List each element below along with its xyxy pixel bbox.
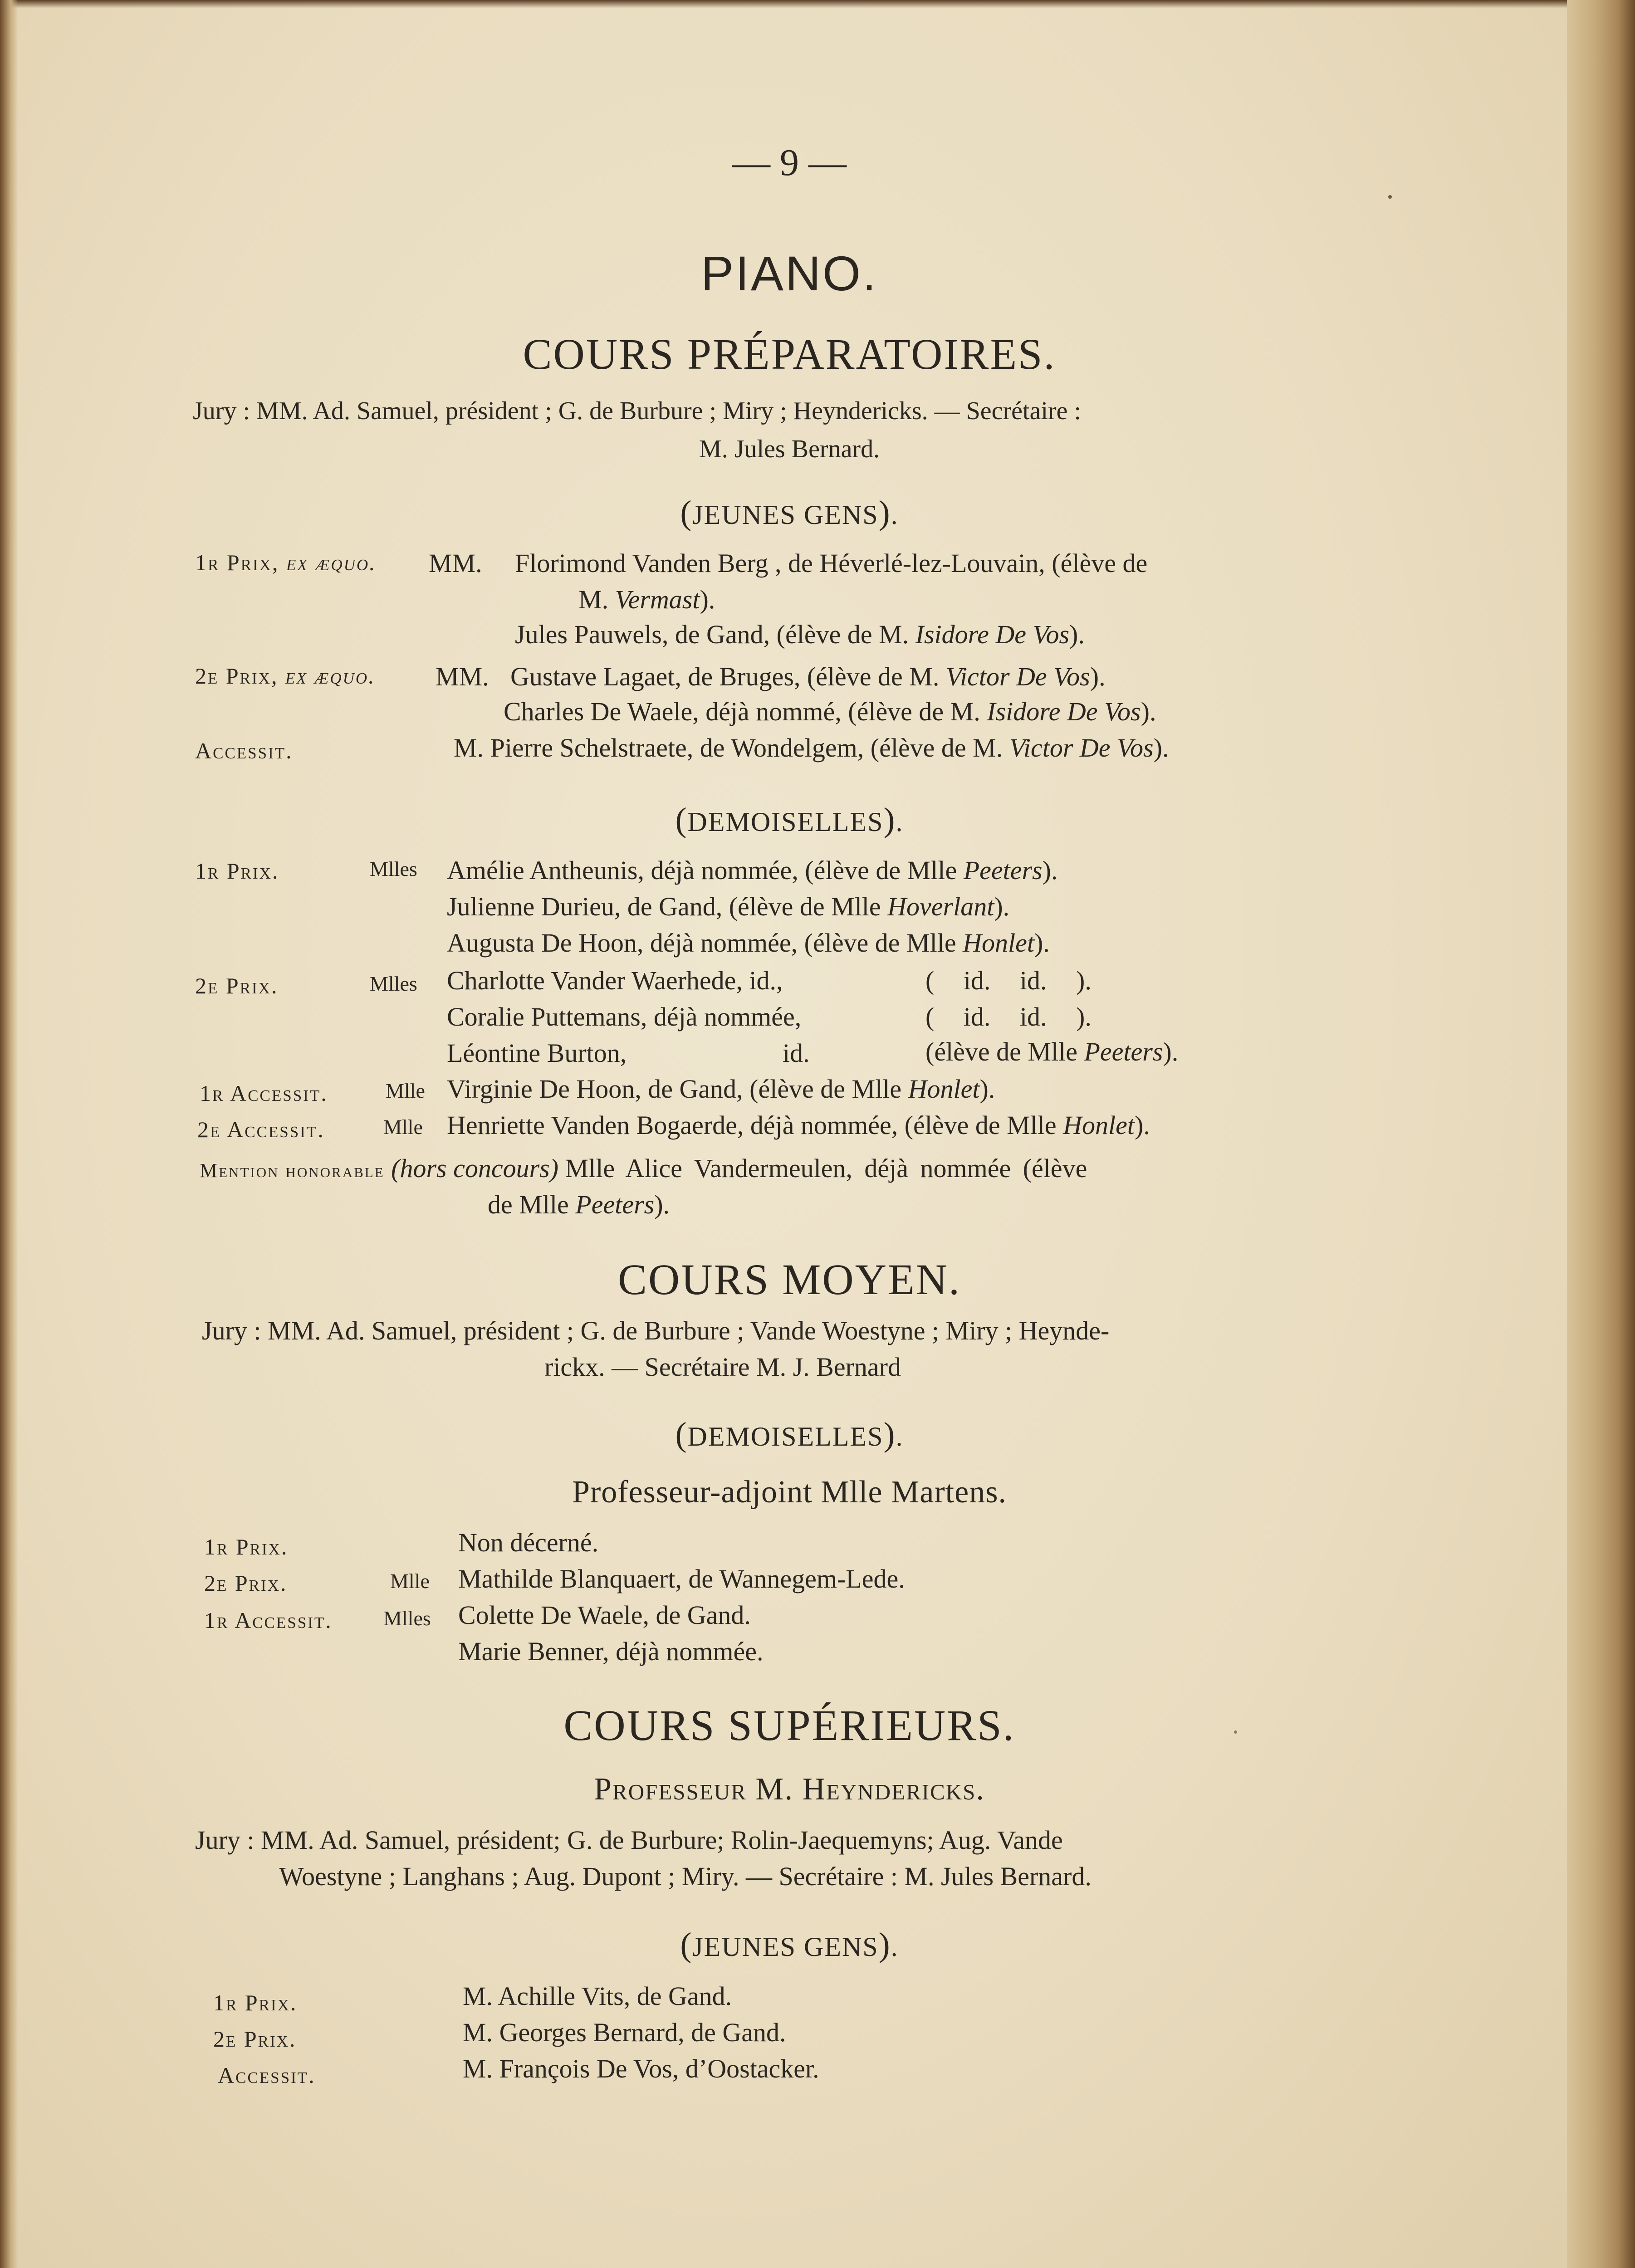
dm-mention-line1: Mention honorable (hors concours) Mlle Alice Vandermeulen, déjà nommée (élève	[200, 1154, 1087, 1183]
paper-speck	[1234, 1730, 1237, 1734]
superieurs-acc-value: M. François De Vos, d’Oostacker.	[463, 2054, 819, 2083]
dm-prix1b-line: Julienne Durieu, de Gand, (élève de Mlle Hoverlant).	[447, 892, 1010, 921]
dm-prix2b-paren: ( id. id. ).	[925, 1002, 1092, 1031]
dm-prix2c-name: Léontine Burton,	[447, 1038, 627, 1068]
jg-prix1b-line: Jules Pauwels, de Gand, (élève de M. Isidore De Vos).	[515, 620, 1085, 649]
dm-prix2c-id: id.	[783, 1038, 810, 1068]
moyen-heading: COURS MOYEN.	[617, 1255, 961, 1304]
jg-prix2-line: Gustave Lagaet, de Bruges, (élève de M. Victor De Vos).	[510, 662, 1106, 691]
moyen-prix2-value: Mathilde Blanquaert, de Wannegem-Lede.	[458, 1564, 905, 1593]
jg-prix2-label: 2e Prix, ex æquo.	[195, 663, 376, 689]
moyen-jury-line2: rickx. — Secrétaire M. J. Bernard	[544, 1352, 901, 1382]
dm-prix2-title: Mlles	[370, 972, 417, 995]
preparatoires-heading: COURS PRÉPARATOIRES.	[523, 330, 1056, 378]
preparatoires-jury-line1: Jury : MM. Ad. Samuel, président ; G. de Burbure ; Miry ; Heyndericks. — Secrétaire :	[193, 397, 1082, 425]
moyen-acc-value1: Colette De Waele, de Gand.	[458, 1600, 751, 1630]
dm-acc1-title: Mlle	[386, 1079, 425, 1102]
jg-accessit-line: M. Pierre Schelstraete, de Wondelgem, (élève de M. Victor De Vos).	[454, 733, 1169, 763]
superieurs-jury-line2: Woestyne ; Langhans ; Aug. Dupont ; Miry. — Secrétaire : M. Jules Bernard.	[279, 1862, 1092, 1891]
moyen-acc-label: 1r Accessit.	[204, 1608, 333, 1633]
jg-prix2b-line: Charles De Waele, déjà nommé, (élève de M. Isidore De Vos).	[504, 697, 1156, 726]
jg-prix1-mm: MM.	[429, 548, 482, 578]
dm-prix2c-teacher: (élève de Mlle Peeters).	[925, 1037, 1179, 1066]
paper-speck	[1388, 195, 1392, 199]
dm-mention-line2: de Mlle Peeters).	[488, 1190, 670, 1219]
dm-prix2-label: 2e Prix.	[195, 973, 279, 998]
jeunes-gens-heading: (JEUNES GENS).	[680, 494, 899, 532]
superieurs-jury-line1: Jury : MM. Ad. Samuel, président; G. de Burbure; Rolin-Jaequemyns; Aug. Vande	[195, 1825, 1063, 1855]
moyen-prix1-value: Non décerné.	[458, 1528, 599, 1557]
dm-acc2-line: Henriette Vanden Bogaerde, déjà nommée, (élève de Mlle Honlet).	[447, 1110, 1150, 1140]
jg-prix1-line1: Florimond Vanden Berg , de Héverlé-lez-Louvain, (élève de	[515, 548, 1148, 578]
jg-accessit-label: Accessit.	[195, 738, 293, 763]
jg-prix1-line2: M. Vermast).	[578, 585, 715, 614]
dm-acc2-label: 2e Accessit.	[197, 1117, 325, 1142]
superieurs-prix1-value: M. Achille Vits, de Gand.	[463, 1981, 732, 2011]
page-left-edge	[0, 0, 18, 2268]
moyen-professor: Professeur-adjoint Mlle Martens.	[572, 1475, 1007, 1510]
page-top-edge	[0, 0, 1635, 8]
moyen-prix2-title: Mlle	[390, 1569, 430, 1593]
superieurs-professor: Professeur M. Heyndericks.	[594, 1772, 985, 1807]
moyen-jury-line1: Jury : MM. Ad. Samuel, président ; G. de Burbure ; Vande Woestyne ; Miry ; Heynde-	[202, 1316, 1110, 1345]
superieurs-prix2-value: M. Georges Bernard, de Gand.	[463, 2018, 786, 2047]
dm-prix1-label: 1r Prix.	[195, 858, 279, 884]
dm-prix2b-name: Coralie Puttemans, déjà nommée,	[447, 1002, 802, 1031]
superieurs-heading: COURS SUPÉRIEURS.	[563, 1701, 1015, 1750]
moyen-prix2-label: 2e Prix.	[204, 1570, 288, 1596]
page-right-edge	[1567, 0, 1635, 2268]
jg-prix2-mm: MM.	[436, 662, 489, 691]
superieurs-prix1-label: 1r Prix.	[213, 1990, 298, 2015]
demoiselles-heading: (DEMOISELLES).	[675, 801, 904, 839]
dm-prix2a-name: Charlotte Vander Waerhede, id.,	[447, 966, 783, 995]
superieurs-acc-label: Accessit.	[218, 2063, 316, 2088]
preparatoires-jury-line2: M. Jules Bernard.	[699, 435, 880, 463]
dm-acc1-line: Virginie De Hoon, de Gand, (élève de Mlle Honlet).	[447, 1074, 995, 1104]
moyen-acc-title: Mlles	[383, 1607, 431, 1630]
superieurs-subheading: (JEUNES GENS).	[680, 1926, 899, 1964]
jg-prix1-label: 1r Prix, ex æquo.	[195, 550, 377, 575]
dm-prix1-title: Mlles	[370, 857, 417, 880]
superieurs-prix2-label: 2e Prix.	[213, 2026, 297, 2052]
dm-prix2a-paren: ( id. id. ).	[925, 966, 1092, 995]
dm-prix1a-line: Amélie Antheunis, déjà nommée, (élève de Mlle Peeters).	[447, 855, 1058, 885]
moyen-prix1-label: 1r Prix.	[204, 1534, 289, 1559]
section-title: PIANO.	[700, 246, 878, 301]
dm-acc1-label: 1r Accessit.	[200, 1080, 328, 1106]
dm-prix1c-line: Augusta De Hoon, déjà nommée, (élève de Mlle Honlet).	[447, 928, 1050, 958]
moyen-acc-value2: Marie Benner, déjà nommée.	[458, 1637, 764, 1666]
moyen-subheading: (DEMOISELLES).	[675, 1416, 904, 1453]
page-number: — 9 —	[732, 142, 847, 184]
dm-acc2-title: Mlle	[383, 1115, 423, 1139]
